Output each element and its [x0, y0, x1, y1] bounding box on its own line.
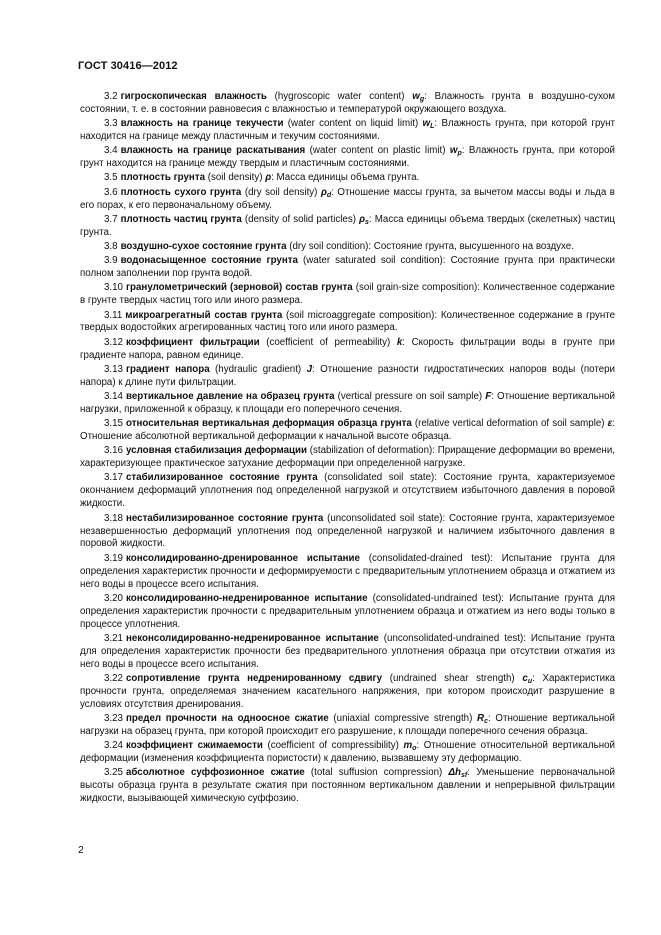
definition-item: 3.24 коэффициент сжимаемости (coefficient of compressibility) $m_o$: Отношение относительной вертикальной деформации (изменения коэффициента пористости) к давлению, вызвавшему эту деформацию. — [80, 740, 616, 765]
definition-term: гранулометрический (зерновой) состав грунта — [125, 282, 353, 294]
definition-text: Отношение относительной вертикальной деформации (изменения коэффициента пористости) к давлению, вызвавшему эту деформацию. — [80, 740, 616, 765]
definition-english-term: (unconsolidated-undrained test): — [383, 632, 526, 644]
definition-symbol-subscript: u — [527, 677, 533, 685]
definition-term: гигроскопическая влажность — [120, 91, 267, 102]
definition-text: Уменьшение первоначальной высоты образца грунта в результате сжатия при постоянном вертикальном давлении и непрерывной фильтрации жидкости, вызывающей химическую суффозию. — [80, 767, 615, 805]
definition-english-term: (stabilization of deformation): — [309, 445, 435, 457]
definition-text: Испытание грунта для определения характеристик прочности и деформируемости с предварительным уплотнением образца и отжатием из него воды в процессе всего испытания. — [80, 552, 615, 590]
definition-english-term: (relative vertical deformation of soil sample) — [414, 418, 605, 430]
definition-term: воздушно-сухое состояние грунта — [120, 240, 287, 252]
definition-term: плотность частиц грунта — [120, 213, 242, 225]
definition-english-term: (consolidated soil state): — [324, 472, 437, 484]
definition-text: Масса единицы объема твердых (скелетных) частиц грунта. — [80, 213, 615, 238]
definition-text: Характеристика прочности грунта, определяемая значением касательного напряжения, при котором происходит разрушение в условиях отсутствия дренирования. — [80, 672, 616, 710]
definition-term: микроагрегатный состав грунта — [125, 309, 283, 321]
definition-symbol: ε — [607, 418, 613, 430]
definition-english-term: (hydraulic gradient) — [215, 363, 302, 375]
definition-item — [80, 255, 615, 281]
definition-number: 3.9 — [104, 255, 118, 267]
definition-number: 3.4 — [104, 145, 118, 157]
definition-symbol: k — [396, 336, 403, 348]
definition-text: Испытание грунта для определения характеристик прочности с предварительным уплотнением образца и отжатием из него воды только в процессе уплотнения. — [80, 592, 616, 630]
definition-text: Отношение вертикальной нагрузки на образец грунта, при которой происходит его разрушение, к площади поперечного сечения образца. — [80, 713, 615, 738]
definition-item: 3.2 гигроскопическая влажность (hygroscopic water content) $w_g$: Влажность грунта в воздушно-сухом состоянии, т. е. в состоянии равновесия с влажностью и температурой окружающего воздуха. — [80, 91, 615, 115]
definition-text: Влажность грунта в воздушно-сухом состоянии, т. е. в состоянии равновесия с влажностью и температурой окружающего воздуха. — [80, 91, 615, 115]
definition-symbol-subscript: o — [412, 745, 417, 753]
definition-english-term: (hygroscopic water content) — [274, 91, 405, 102]
definition-english-term: (water content on plastic limit) — [309, 145, 446, 157]
definition-number: 3.16 — [104, 445, 123, 457]
definition-number: 3.10 — [104, 282, 123, 294]
definition-symbol: J — [306, 363, 313, 375]
definition-text: Состояние грунта, высушенного на воздухе. — [373, 240, 574, 252]
definition-text: Влажность грунта, при которой грунт находится на границе между твердым и пластичным состояниями. — [80, 145, 615, 170]
definition-term: плотность сухого грунта — [120, 186, 242, 198]
definition-symbol: $\Delta h_{sf}$ — [448, 767, 468, 780]
definition-english-term: (coefficient of compressibility) — [267, 740, 399, 752]
definition-symbol-subscript: g — [419, 96, 425, 103]
definition-item — [80, 633, 615, 672]
definition-number: 3.24 — [104, 740, 123, 752]
definition-term: консолидированно-дренированное испытание — [125, 552, 360, 564]
definition-number: 3.18 — [104, 512, 123, 524]
definition-symbol: $w_g$ — [412, 91, 425, 103]
definition-item — [80, 445, 615, 471]
definition-english-term: (water saturated soil condition): — [302, 255, 446, 267]
definition-number: 3.23 — [104, 713, 123, 725]
definition-symbol-subscript: d — [326, 191, 332, 199]
definition-english-term: (unconsolidated soil state): — [327, 512, 446, 524]
definition-number: 3.7 — [104, 213, 118, 225]
definition-symbol: $\rho_s$ — [359, 213, 369, 226]
definition-number: 3.3 — [104, 118, 118, 130]
definition-text: Количественное содержание в грунте твердых частиц того или иного размера. — [80, 282, 615, 307]
definition-term: плотность грунта — [120, 172, 206, 184]
definition-text: Влажность грунта, при которой грунт находится на границе между пластичным и текучим состояниями. — [80, 118, 616, 143]
definition-symbol: $w_p$ — [449, 145, 462, 158]
definition-item: 3.25 абсолютное суффозионное сжатие (total suffusion compression) $\Delta h_{sf}$: Уменьшение первоначальной высоты образца грунта в результате сжатия при постоянном вертикальном давлении и непрерывной фильтрации жидкости, вызывающей химическую суффозию. — [80, 767, 615, 805]
definition-text: Состояние грунта, характеризуемое незавершенностью деформаций уплотнения под определенной нагрузкой и наличием избыточного давления в поровой жидкости. — [80, 512, 615, 550]
definition-term: консолидированно-недренированное испытание — [125, 592, 368, 604]
definition-english-term: (coefficient of permeability) — [266, 336, 391, 348]
definition-term: нестабилизированное состояние грунта — [125, 512, 324, 524]
definition-term: градиент напора — [125, 363, 210, 375]
definition-english-term: (soil grain-size composition): — [355, 282, 480, 294]
definition-text: Количественное содержание в грунте твердых водостойких агрегированных частиц того или иного размера. — [80, 309, 615, 334]
definition-item: 3.14 вертикальное давление на образец грунта (vertical pressure on soil sample) F: Отношение вертикальной нагрузки, приложенной к образцу, к площади его поперечного сечения. — [80, 390, 615, 415]
definition-symbol: $w_L$ — [422, 118, 435, 131]
definition-text: Состояние грунта при практически полном заполнении пор грунта водой. — [80, 255, 615, 280]
definition-english-term: (total suffusion compression) — [310, 767, 443, 779]
definition-symbol-subscript: p — [457, 150, 462, 158]
definition-term: сопротивление грунта недренированному сдвигу — [125, 672, 383, 684]
definition-english-term: (consolidated-undrained test): — [372, 592, 505, 604]
definition-number: 3.15 — [104, 418, 123, 430]
definition-item — [80, 282, 615, 308]
definition-item: 3.3 влажность на границе текучести (water content on liquid limit) $w_L$: Влажность грунта, при которой грунт находится на границе между пластичным и текучим состояниями. — [80, 118, 616, 143]
definition-term: коэффициент сжимаемости — [125, 740, 263, 752]
definition-text: Масса единицы объема грунта. — [276, 172, 420, 184]
definition-english-term: (consolidated-drained test): — [368, 552, 493, 564]
definition-text: Отношение вертикальной нагрузки, приложенной к образцу, к площади его поперечного сечения. — [80, 390, 615, 415]
definition-symbol-subscript: s — [364, 218, 369, 226]
definition-number: 3.8 — [104, 240, 118, 252]
definition-english-term: (water content on liquid limit) — [287, 118, 419, 130]
definition-symbol: $m_o$ — [403, 740, 417, 753]
definition-number: 3.19 — [104, 552, 123, 564]
definition-item — [80, 553, 615, 592]
definition-item — [80, 593, 615, 632]
definition-number: 3.20 — [104, 592, 123, 604]
definition-term: влажность на границе раскатывания — [120, 145, 306, 157]
definition-number: 3.12 — [104, 336, 123, 348]
definition-item — [80, 513, 615, 552]
definition-term: влажность на границе текучести — [120, 118, 284, 130]
definition-item: 3.23 предел прочности на одноосное сжатие (uniaxial compressive strength) $R_c$: Отношение вертикальной нагрузки на образец грунта, при которой происходит его разрушение, к площади поперечного сечения образца. — [80, 713, 615, 738]
definition-symbol-subscript: c — [484, 718, 488, 726]
definition-symbol-subscript: sf — [461, 772, 468, 780]
definition-symbol-subscript: L — [430, 123, 435, 131]
definition-text: Отношение массы грунта, за вычетом массы воды и льда в его порах, к его первоначальному объему. — [80, 186, 615, 211]
definition-item: 3.7 плотность частиц грунта (density of solid particles) $\rho_s$: Масса единицы объема твердых (скелетных) частиц грунта. — [80, 213, 615, 238]
definition-term: относительная вертикальная деформация образца грунта — [125, 418, 412, 430]
definition-text: Испытание грунта для определения характеристик прочности без предварительного уплотнения образца при отсутствии отжатия из него воды в процессе всего испытания. — [80, 632, 615, 670]
definition-item — [80, 241, 615, 254]
definition-text: Приращение деформации во времени, характеризующее практическое затухание деформации при определенной нагрузке. — [80, 445, 615, 470]
definition-item: 3.15 относительная вертикальная деформация образца грунта (relative vertical deformation of soil sample) ε: Отношение абсолютной вертикальной деформации к начальной высоте образца. — [80, 418, 615, 443]
definition-english-term: (soil microaggregate composition): — [286, 309, 438, 321]
definition-english-term: (uniaxial compressive strength) — [333, 713, 473, 725]
definition-term: вертикальное давление на образец грунта — [125, 390, 335, 402]
definition-symbol: $c_u$ — [522, 672, 533, 685]
definition-number: 3.22 — [104, 672, 123, 684]
definition-number: 3.2 — [104, 91, 118, 102]
definition-english-term: (undrained shear strength) — [389, 672, 515, 684]
definition-item: 3.13 градиент напора (hydraulic gradient) J: Отношение разности гидростатических напоров воды (потери напора) к длине пути фильтрации. — [80, 363, 615, 388]
definition-number: 3.21 — [104, 632, 123, 644]
page-number: 2 — [78, 844, 84, 856]
definition-text: Отношение абсолютной вертикальной деформации к начальной высоте образца. — [80, 431, 452, 443]
definition-text: Скорость фильтрации воды в грунте при градиенте напора, равном единице. — [80, 336, 615, 361]
definition-number: 3.5 — [104, 172, 118, 184]
definition-item: 3.22 сопротивление грунта недренированному сдвигу (undrained shear strength) $c_u$: Характеристика прочности грунта, определяемая значением касательного напряжения, при котором происходит разрушение в условиях отсутствия дренирования. — [80, 672, 616, 710]
definition-term: коэффициент фильтрации — [125, 336, 260, 348]
definitions-list — [80, 91, 615, 808]
definition-symbol: F — [485, 390, 492, 402]
definition-item: 3.4 влажность на границе раскатывания (water content on plastic limit) $w_p$: Влажность грунта, при которой грунт находится на границе между твердым и пластичным состояниями. — [80, 145, 615, 170]
definition-english-term: (dry soil condition): — [289, 240, 372, 252]
definition-item — [80, 310, 615, 336]
definition-term: абсолютное суффозионное сжатие — [125, 767, 305, 779]
definition-text: Состояние грунта, характеризуемое окончанием деформаций уплотнения под определенной нагрузкой и отсутствием избыточного давления в поровой жидкости. — [80, 472, 616, 510]
definition-english-term: (vertical pressure on soil sample) — [337, 390, 483, 402]
definition-english-term: (density of solid particles) — [244, 213, 356, 225]
definition-term: водонасыщенное состояние грунта — [120, 255, 298, 267]
definition-number: 3.14 — [104, 390, 123, 402]
definition-item — [80, 472, 615, 511]
definition-term: стабилизированное состояние грунта — [125, 472, 318, 484]
definition-text: Отношение разности гидростатических напоров воды (потери напора) к длине пути фильтрации. — [80, 363, 615, 388]
definition-term: условная стабилизация деформации — [125, 445, 307, 457]
definition-symbol: $R_c$ — [477, 713, 488, 726]
definition-english-term: (dry soil density) — [244, 186, 318, 198]
definition-english-term: (soil density) — [207, 172, 263, 184]
definition-term: предел прочности на одноосное сжатие — [125, 713, 329, 725]
definition-number: 3.11 — [104, 309, 123, 321]
definition-number: 3.17 — [104, 472, 123, 484]
definition-symbol: $\rho_d$ — [320, 186, 332, 199]
definition-item: 3.5 плотность грунта (soil density) ρ: Масса единицы объема грунта. — [104, 172, 420, 184]
definition-symbol: ρ — [265, 172, 272, 184]
document-header: ГОСТ 30416—2012 — [78, 60, 178, 72]
definition-number: 3.25 — [104, 767, 123, 779]
definition-item: 3.6 плотность сухого грунта (dry soil density) $\rho_d$: Отношение массы грунта, за вычетом массы воды и льда в его порах, к его первоначальному объему. — [80, 186, 615, 211]
definition-item: 3.12 коэффициент фильтрации (coefficient of permeability) k: Скорость фильтрации воды в грунте при градиенте напора, равном единице. — [80, 336, 615, 361]
definition-number: 3.13 — [104, 363, 123, 375]
definition-term: неконсолидированно-недренированное испытание — [125, 632, 379, 644]
definition-number: 3.6 — [104, 186, 118, 198]
